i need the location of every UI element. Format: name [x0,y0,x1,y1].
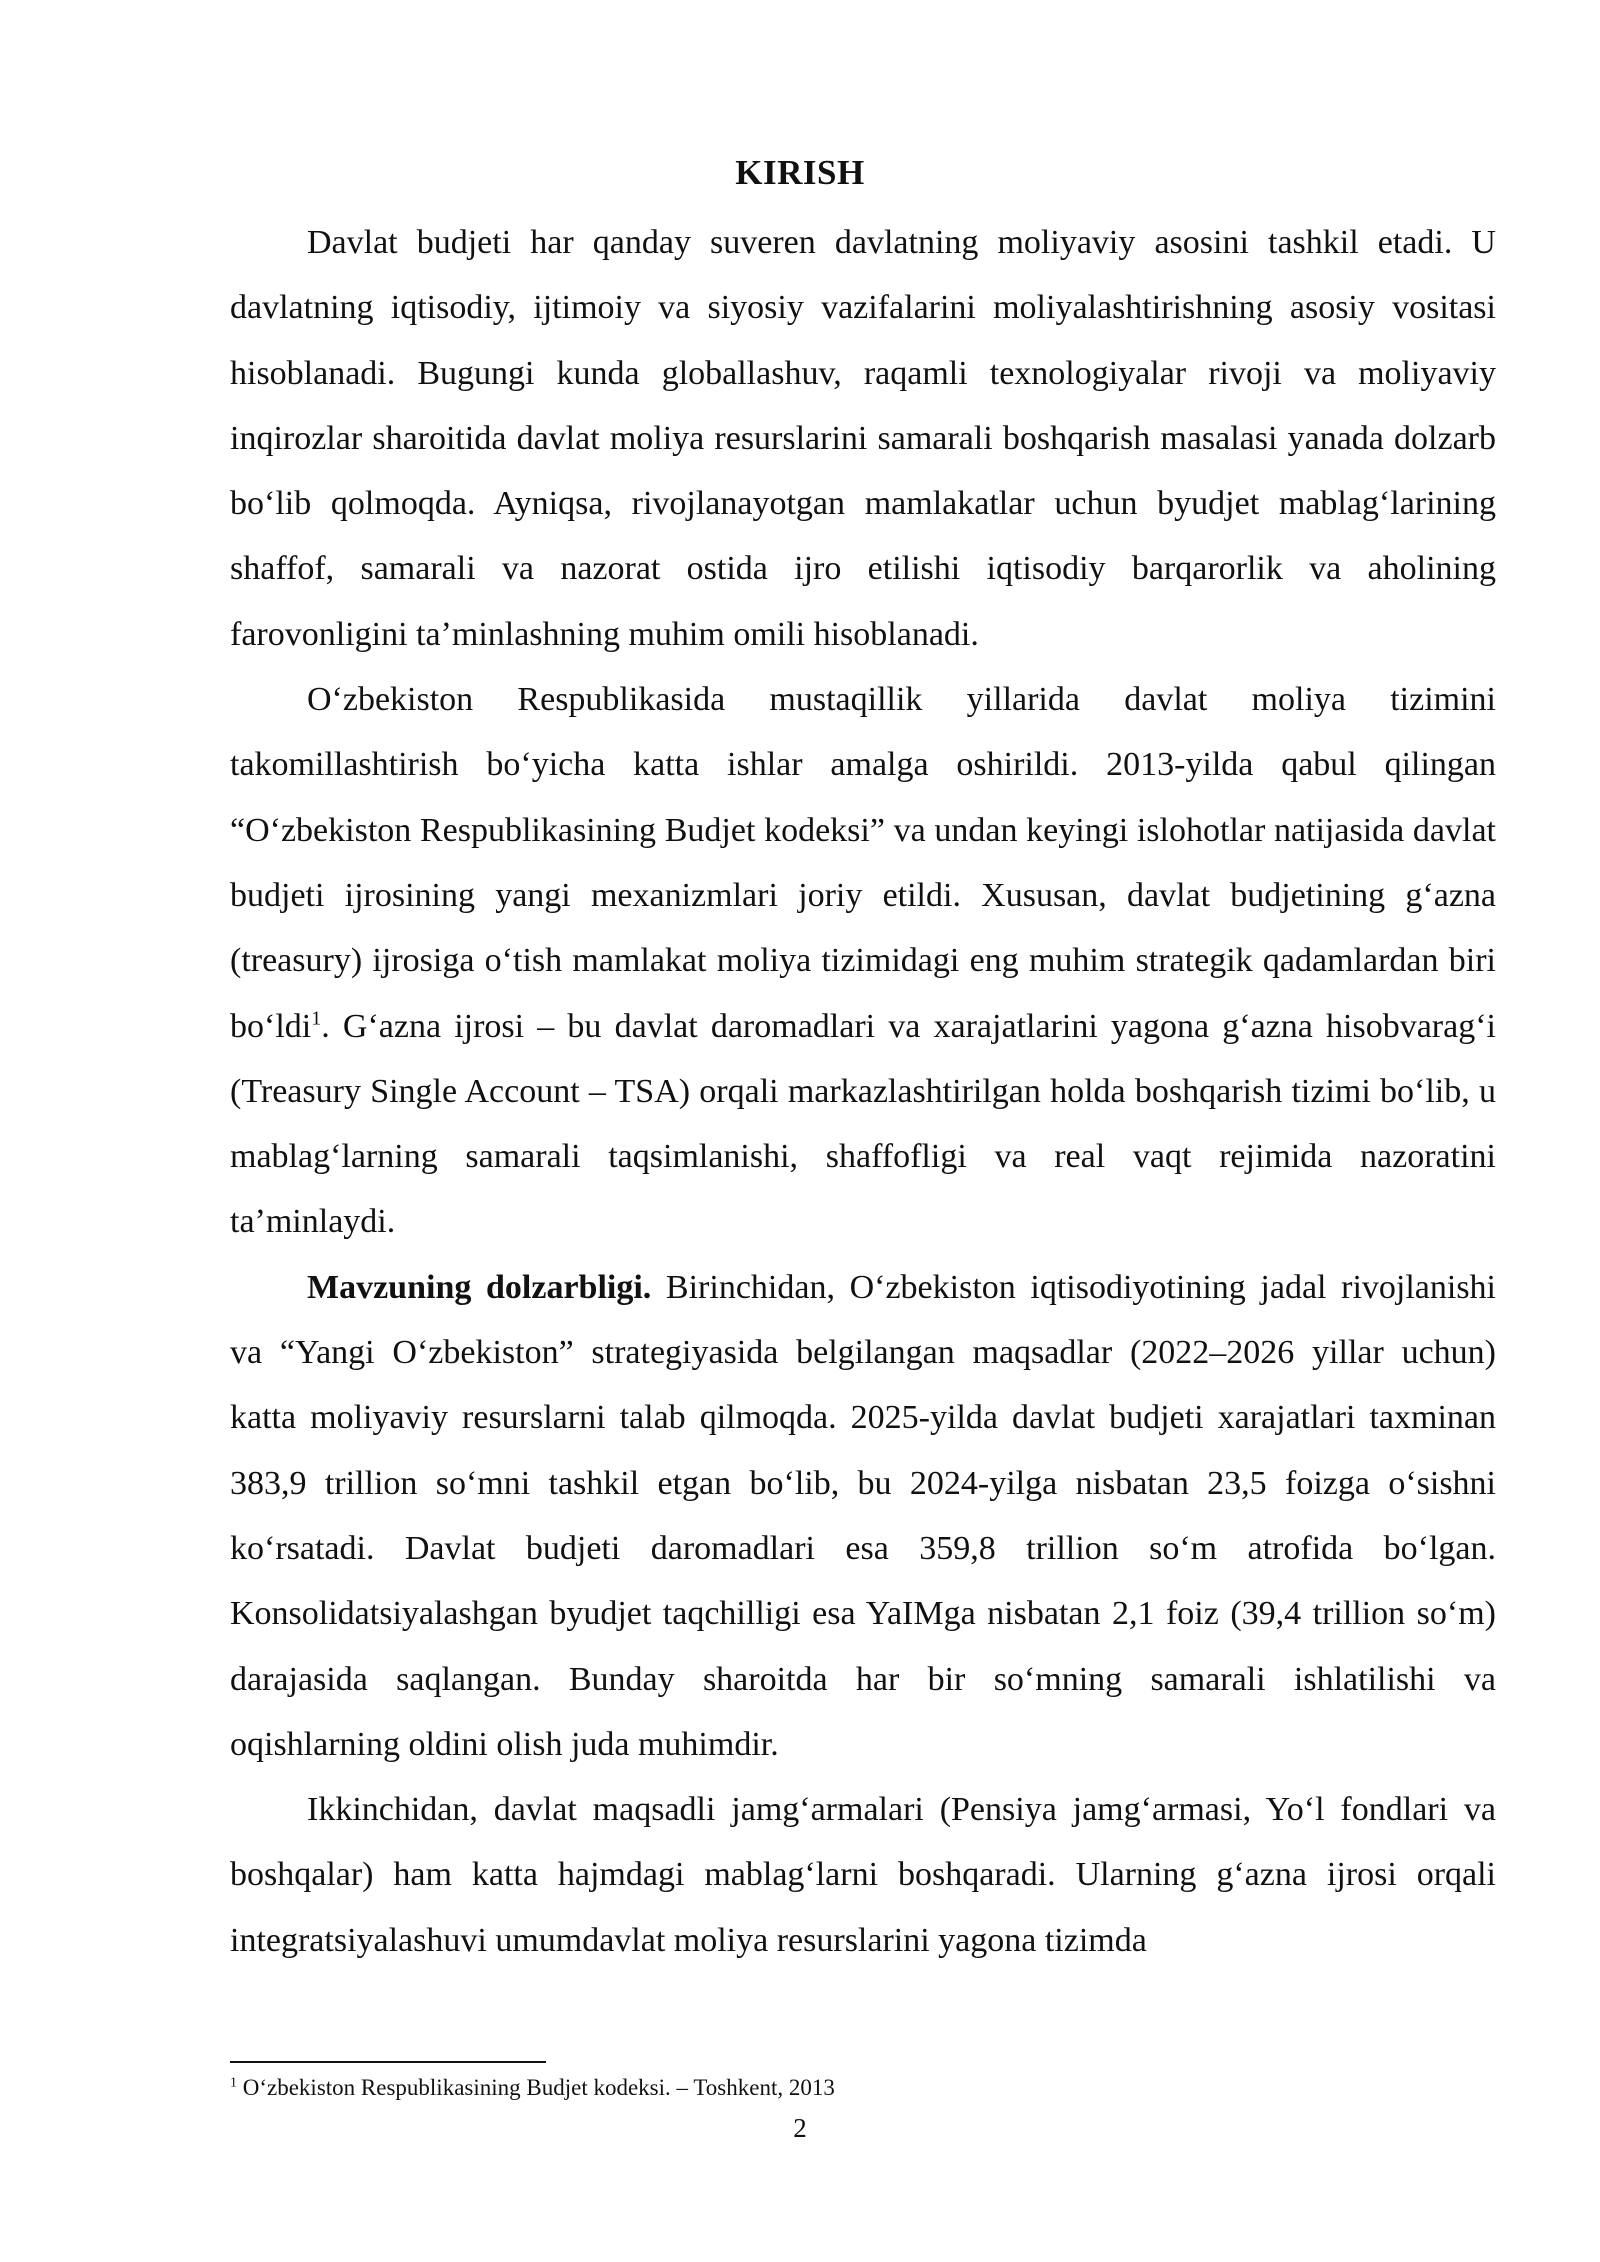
footnote-marker: 1 [230,2075,237,2091]
footnote-separator [230,2061,546,2063]
paragraph-funds-text: Ikkinchidan, davlat maqsadli jamgʻarmalari (Pensiya jamgʻarmasi, Yoʻl fondlari va boshqalar) ham katta hajmdagi mablagʻlarni boshqaradi. Ularning gʻazna ijrosi orqali integratsiyalashuvi umumdavlat moliya resurslarini yagona tizimda [230,1791,1496,1959]
paragraph-relevance-text: Birinchidan, Oʻzbekiston iqtisodiyotining jadal rivojlanishi va “Yangi Oʻzbekiston” strategiyasida belgilangan maqsadlar (2022–2026 yillar uchun) katta moliyaviy resurslarni talab qilmoqda. 2025-yilda davlat budjeti xarajatlari taxminan 383,9 trillion soʻmni tashkil etgan boʻlib, bu 2024-yilga nisbatan 23,5 foizga oʻsishni koʻrsatadi. Davlat budjeti daromadlari esa 359,8 trillion soʻm atrofida boʻlgan. Konsolidatsiyalashgan byudjet taqchilligi esa YaIMga nisbatan 2,1 foiz (39,4 trillion soʻm) darajasida saqlangan. Bunday sharoitda har bir soʻmning samarali ishlatilishi va oqishlarning oldini olish juda muhimdir. [230,1268,1496,1763]
section-heading: KIRISH [735,153,865,192]
paragraph-intro-text: Davlat budjeti har qanday suveren davlatning moliyaviy asosini tashkil etadi. U davlatning iqtisodiy, ijtimoiy va siyosiy vazifalarini moliyalashtirishning asosiy vositasi hisoblanadi. Bugungi kunda globallashuv, raqamli texnologiyalar rivoji va moliyaviy inqirozlar sharoitida davlat moliya resurslarini samarali boshqarish masalasi yanada dolzarb boʻlib qolmoqda. Ayniqsa, rivojlanayotgan mamlakatlar uchun byudjet mablagʻlarining shaffof, samarali va nazorat ostida ijro etilishi iqtisodiy barqarorlik va aholining farovonligini taʼminlashning muhim omili hisoblanadi. [230,224,1496,653]
footnote-reference[interactable]: 1 [311,1007,322,1030]
page-number: 2 [793,2113,807,2143]
paragraph-history-text-1: Oʻzbekiston Respublikasida mustaqillik yillarida davlat moliya tizimini takomillashtirish boʻyicha katta ishlar amalga oshirildi. 2013-yilda qabul qilingan “Oʻzbekiston Respublikasining Budjet kodeksi” va undan keyingi islohotlar natijasida davlat budjeti ijrosining yangi mexanizmlari joriy etildi. Xususan, davlat budjetining gʻazna (treasury) ijrosiga oʻtish mamlakat moliya tizimidagi eng muhim strategik qadamlardan biri boʻldi [230,681,1496,1045]
relevance-bold-lead: Mavzuning dolzarbligi. [307,1268,652,1306]
paragraph-history [230,667,1496,1255]
paragraph-history-text-2: . Gʻazna ijrosi – bu davlat daromadlari va xarajatlarini yagona gʻazna hisobvaragʻi (Treasury Single Account – TSA) orqali markazlashtirilgan holda boshqarish tizimi boʻlib, u mablagʻlarning samarali taqsimlanishi, shaffofligi va real vaqt rejimida nazoratini taʼminlaydi. [230,1007,1496,1241]
body-text [230,210,1496,1973]
paragraph-relevance [230,1255,1496,1777]
footnote [230,2073,1496,2103]
paragraph-funds [230,1777,1496,1973]
footnote-text: Oʻzbekiston Respublikasining Budjet kodeksi. – Toshkent, 2013 [237,2075,835,2100]
paragraph-intro [230,210,1496,667]
